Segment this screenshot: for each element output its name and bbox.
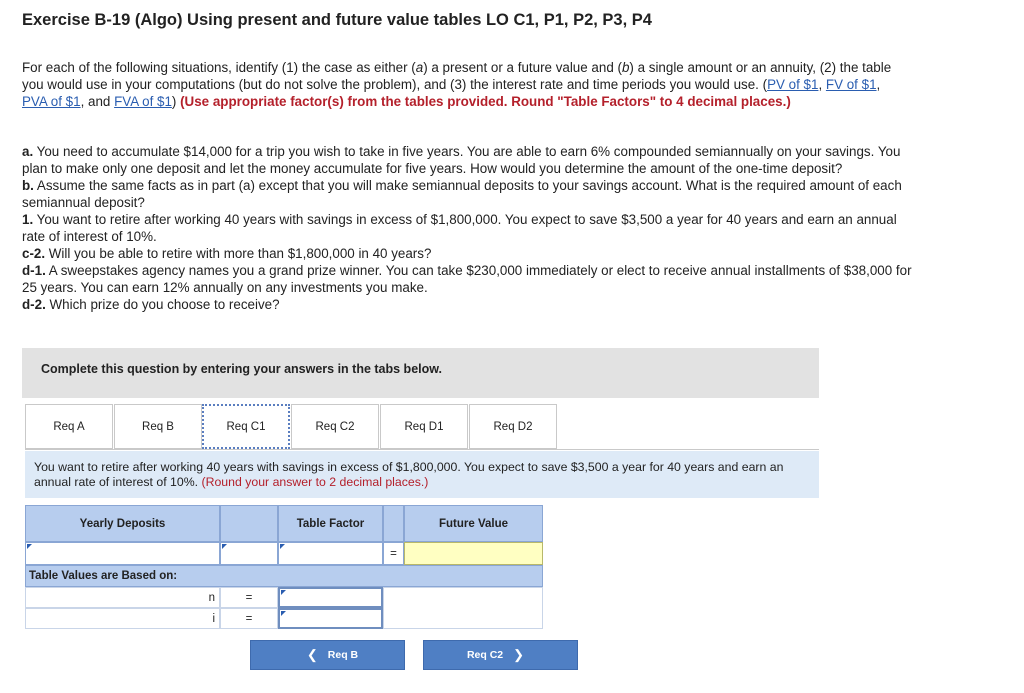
req-prompt: You want to retire after working 40 years with savings in excess of $1,800,000. You expect to save $3,500 a year for 40 years and earn an annual rate of interest of 10%. (Round your answer to 2 decimal places.) [25,451,819,498]
operator-input[interactable] [220,542,278,565]
tab-req-a[interactable]: Req A [25,404,113,449]
complete-banner: Complete this question by entering your answers in the tabs below. [22,348,819,398]
chevron-right-icon: ❯ [513,647,525,662]
row-n-equals: = [220,587,278,608]
header-blank [220,505,278,542]
page-title: Exercise B-19 (Algo) Using present and future value tables LO C1, P1, P2, P3, P4 [22,11,652,29]
tab-req-d2[interactable]: Req D2 [469,404,557,449]
row-i-label: i [25,608,220,629]
future-value-input[interactable] [404,542,543,565]
rounding-instruction: (Use appropriate factor(s) from the tables provided. Round "Table Factors" to 4 decimal places.) [180,94,791,109]
table-factor-input[interactable] [278,542,383,565]
question-d1: d-1. A sweepstakes agency names you a grand prize winner. You can take $230,000 immediately or elect to receive annual installments of $38,000 for 25 years. You can earn 12% annually on any investments you make. [22,263,912,295]
instructions-paragraph: For each of the following situations, identify (1) the case as either (a) a present or a future value and (b) a single amount or an annuity, (2) the table you would use in your computations (but do not solve the problem), and (3) the interest rate and time periods you would use. (PV of $1, FV of $1, PVA of $1, and FVA of $1) (Use appropriate factor(s) from the tables provided. Round "Table Factors" to 4 decimal places.) [22,60,892,109]
n-input[interactable] [278,587,383,608]
question-a: a. You need to accumulate $14,000 for a trip you wish to take in five years. You are able to earn 6% compounded semiannually on your savings. You plan to make only one deposit and let the money accumulate for five years. How would you determine the amount of the one-time deposit? [22,144,901,176]
header-table-factor: Table Factor [278,505,383,542]
question-d2: d-2. Which prize do you choose to receive? [22,297,280,312]
header-yearly-deposits: Yearly Deposits [25,505,220,542]
question-list [22,143,912,313]
equals-sign: = [383,542,404,565]
yearly-deposits-input[interactable] [25,542,220,565]
row-n-blank [383,587,543,629]
chevron-left-icon: ❮ [306,647,318,662]
i-input[interactable] [278,608,383,629]
tab-req-c1[interactable]: Req C1 [202,404,290,449]
question-c2: c-2. Will you be able to retire with more than $1,800,000 in 40 years? [22,246,432,261]
next-req-button[interactable]: Req C2 ❯ [423,640,578,670]
question-b: b. Assume the same facts as in part (a) except that you will make semiannual deposits to your savings account. What is the required amount of each semiannual deposit? [22,178,902,210]
link-fva-of-1[interactable]: FVA of $1 [114,94,172,109]
tab-divider [25,449,819,450]
tab-req-b[interactable]: Req B [114,404,202,449]
prompt-rounding-note: (Round your answer to 2 decimal places.) [201,475,429,489]
table-values-based-on: Table Values are Based on: [25,565,543,587]
header-blank-2 [383,505,404,542]
tab-req-d1[interactable]: Req D1 [380,404,468,449]
link-fv-of-1[interactable]: FV of $1 [825,77,877,92]
link-pv-of-1[interactable]: PV of $1 [767,77,819,92]
tab-req-c2[interactable]: Req C2 [291,404,379,449]
row-n-label: n [25,587,220,608]
question-c1: 1. You want to retire after working 40 years with savings in excess of $1,800,000. You expect to save $3,500 a year for 40 years and earn an annual rate of interest of 10%. [22,212,897,244]
prev-req-button[interactable]: ❮ Req B [250,640,405,670]
header-future-value: Future Value [404,505,543,542]
link-pva-of-1[interactable]: PVA of $1 [22,94,81,109]
row-i-equals: = [220,608,278,629]
